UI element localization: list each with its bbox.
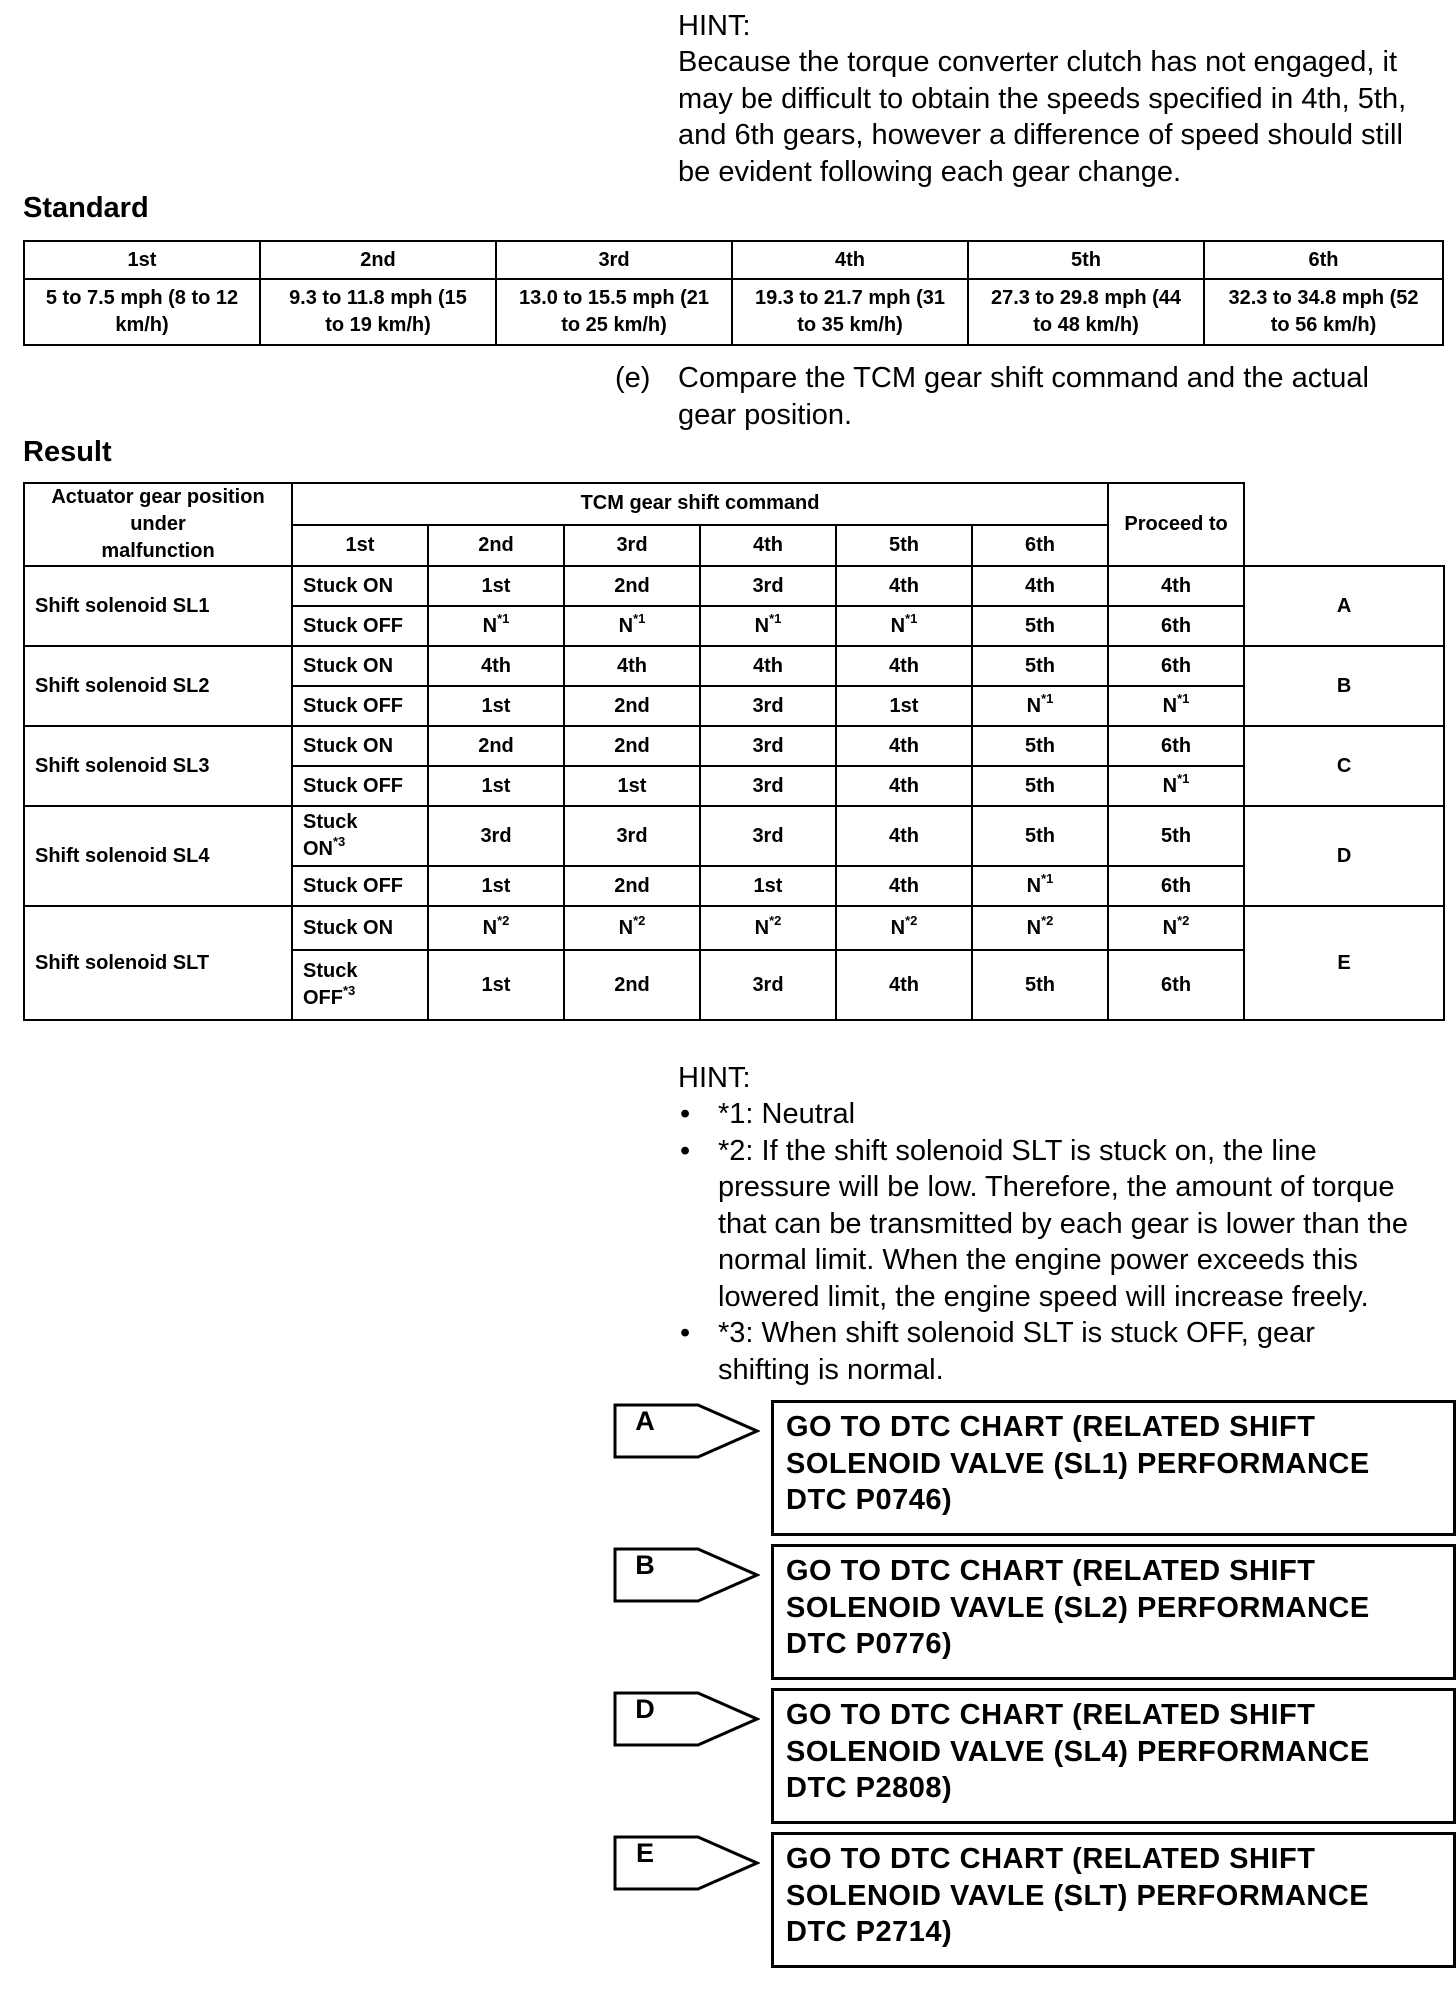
gear-value: 1st <box>481 874 511 897</box>
procedure-line: SOLENOID VALVE (SL4) PERFORMANCE <box>786 1735 1370 1768</box>
cell-line: 32.3 to 34.8 mph (52 <box>1228 287 1419 309</box>
gear-value: 2nd <box>614 874 650 897</box>
table-row <box>24 806 1444 866</box>
state-text: Stuck OFF <box>303 874 404 897</box>
gear-value: N <box>1026 694 1042 717</box>
procedure-letter: E <box>635 1838 654 1868</box>
gear-value: N <box>1162 694 1178 717</box>
footnote-mark: *1 <box>1177 690 1190 706</box>
gear-header: 5th <box>836 525 972 567</box>
table-row <box>24 726 1444 766</box>
gear-cell <box>700 950 836 1020</box>
footnote-mark: *1 <box>497 610 510 626</box>
header-line: Actuator gear position under <box>51 486 265 535</box>
gear-value: 4th <box>889 874 919 897</box>
gear-cell <box>564 806 700 866</box>
footnote-mark: *2 <box>769 912 782 928</box>
cell-line: 27.3 to 29.8 mph (44 <box>990 287 1182 309</box>
state-cell <box>292 646 428 686</box>
gear-cell <box>428 766 564 806</box>
solenoid-label: Shift solenoid SL1 <box>24 566 292 646</box>
gear-value: 1st <box>481 774 511 797</box>
gear-value: N <box>482 614 498 637</box>
gear-cell <box>836 906 972 950</box>
gear-cell <box>836 866 972 906</box>
procedure-b <box>612 1544 1446 1678</box>
gear-cell <box>972 766 1108 806</box>
gear-value: 5th <box>1025 824 1056 847</box>
gear-value: 4th <box>889 774 919 797</box>
gear-cell <box>1108 566 1244 606</box>
gear-cell <box>564 766 700 806</box>
table-cell <box>24 279 260 345</box>
state-text: Stuck OFF <box>303 614 404 637</box>
procedure-line: GO TO DTC CHART (RELATED SHIFT <box>786 1411 1316 1443</box>
gear-cell <box>972 726 1108 766</box>
footnote-mark: *2 <box>1177 912 1190 928</box>
gear-cell <box>836 766 972 806</box>
gear-value: 5th <box>1025 734 1056 757</box>
gear-value: 6th <box>1161 874 1192 897</box>
gear-value: N <box>618 614 634 637</box>
gear-cell <box>1108 646 1244 686</box>
gear-cell <box>972 686 1108 726</box>
gear-value: 4th <box>889 973 919 996</box>
gear-cell <box>700 866 836 906</box>
gear-cell <box>700 806 836 866</box>
procedure-line: SOLENOID VAVLE (SL2) PERFORMANCE <box>786 1591 1370 1624</box>
proceed-cell: C <box>1244 726 1444 806</box>
gear-cell <box>700 906 836 950</box>
bullet-line: pressure will be low. Therefore, the amount of torque <box>718 1171 1395 1203</box>
gear-cell <box>972 806 1108 866</box>
footnote-mark: *2 <box>905 912 918 928</box>
procedure-line: GO TO DTC CHART (RELATED SHIFT <box>786 1843 1316 1875</box>
cell-line: to 35 km/h) <box>797 314 903 336</box>
state-text: Stuck ON <box>303 574 394 597</box>
state-text: Stuck <box>303 811 358 833</box>
table-cell <box>1204 279 1443 345</box>
procedure-line: SOLENOID VALVE (SL1) PERFORMANCE <box>786 1447 1370 1480</box>
gear-cell <box>972 866 1108 906</box>
gear-value: 4th <box>481 654 511 677</box>
procedure-line: DTC P2714) <box>786 1916 953 1948</box>
gear-value: N <box>618 916 634 939</box>
solenoid-label: Shift solenoid SL3 <box>24 726 292 806</box>
procedure-box <box>771 1832 1456 1968</box>
gear-value: N <box>1026 916 1042 939</box>
table-cell <box>496 279 732 345</box>
bullet-line: shifting is normal. <box>718 1353 944 1386</box>
table-header: 5th <box>968 241 1204 279</box>
procedure-a <box>612 1400 1446 1534</box>
cell-line: to 19 km/h) <box>325 314 431 336</box>
gear-cell <box>564 646 700 686</box>
gear-value: 4th <box>889 824 919 847</box>
footnote-mark: *2 <box>497 912 510 928</box>
gear-value: 3rd <box>752 574 784 597</box>
state-text: ON <box>303 838 333 860</box>
gear-cell <box>700 686 836 726</box>
bullet-line: • *3: When shift solenoid SLT is stuck OFF, gear <box>718 1317 1315 1349</box>
gear-value: N <box>482 916 498 939</box>
footnote-mark: *1 <box>1177 770 1190 786</box>
gear-cell <box>836 646 972 686</box>
gear-cell <box>564 866 700 906</box>
gear-value: N <box>1162 916 1178 939</box>
bullet-line: • *2: If the shift solenoid SLT is stuck on, the line <box>718 1134 1317 1167</box>
gear-cell <box>700 766 836 806</box>
procedure-line: GO TO DTC CHART (RELATED SHIFT <box>786 1555 1316 1587</box>
state-text: OFF <box>303 987 343 1009</box>
table-cell <box>732 279 968 345</box>
state-cell <box>292 866 428 906</box>
state-cell <box>292 606 428 646</box>
table-header: 3rd <box>496 241 732 279</box>
gear-cell <box>836 566 972 606</box>
gear-cell <box>564 950 700 1020</box>
step-e-text <box>678 360 1448 433</box>
gear-value: 4th <box>617 654 647 677</box>
procedure-box <box>771 1544 1456 1680</box>
proceed-cell: E <box>1244 906 1444 1020</box>
bullet-line: lowered limit, the engine speed will increase freely. <box>718 1280 1369 1313</box>
header-line: malfunction <box>101 540 215 562</box>
gear-cell <box>836 686 972 726</box>
step-e-label: (e) <box>615 362 651 394</box>
gear-header: 3rd <box>564 525 700 567</box>
gear-cell <box>564 686 700 726</box>
state-cell <box>292 766 428 806</box>
gear-cell <box>428 866 564 906</box>
hint-line: and 6th gears, however a difference of speed should still <box>678 119 1403 151</box>
gear-value: 5th <box>1161 824 1192 847</box>
state-text: Stuck <box>303 960 358 982</box>
cell-line: km/h) <box>115 314 169 336</box>
gear-value: 4th <box>889 574 919 597</box>
gear-value: 1st <box>889 694 919 717</box>
gear-cell <box>1108 866 1244 906</box>
solenoid-label: Shift solenoid SLT <box>24 906 292 1020</box>
cell-line: to 25 km/h) <box>561 314 667 336</box>
gear-value: N <box>890 916 906 939</box>
gear-value: 5th <box>1025 774 1056 797</box>
cell-line: 19.3 to 21.7 mph (31 <box>754 287 946 309</box>
table-row <box>24 646 1444 686</box>
table-row <box>24 906 1444 950</box>
gear-cell <box>428 606 564 646</box>
procedure-line: DTC P0746) <box>786 1484 953 1516</box>
gear-header: 1st <box>292 525 428 567</box>
bullet-line: that can be transmitted by each gear is lower than the <box>718 1207 1408 1240</box>
gear-value: N <box>1162 774 1178 797</box>
gear-value: 2nd <box>614 694 650 717</box>
bullet-line: • *1: Neutral <box>718 1098 856 1130</box>
step-line: Compare the TCM gear shift command and the actual <box>678 362 1369 394</box>
result-title: Result <box>23 436 112 468</box>
table-header: 2nd <box>260 241 496 279</box>
gear-value: 6th <box>1161 973 1192 996</box>
gear-value: 4th <box>1161 574 1192 597</box>
standard-value-row <box>24 279 1443 345</box>
gear-value: 1st <box>481 694 511 717</box>
gear-value: 3rd <box>752 774 784 797</box>
gear-header: 2nd <box>428 525 564 567</box>
hint-bullet <box>678 1096 1448 1133</box>
result-header-row <box>24 483 1444 525</box>
gear-value: 1st <box>753 874 783 897</box>
state-cell <box>292 726 428 766</box>
tcm-command-header: TCM gear shift command <box>292 483 1108 525</box>
footnote-mark: *1 <box>1041 870 1054 886</box>
footnote-mark: *3 <box>343 983 356 998</box>
gear-cell <box>700 606 836 646</box>
procedure-line: DTC P2808) <box>786 1772 953 1804</box>
gear-value: N <box>890 614 906 637</box>
gear-value: 6th <box>1161 734 1192 757</box>
gear-cell <box>1108 686 1244 726</box>
gear-cell <box>428 906 564 950</box>
step-line: gear position. <box>678 398 853 431</box>
footnote-mark: *1 <box>633 610 646 626</box>
hint-line: be evident following each gear change. <box>678 155 1182 188</box>
hint-bullet <box>678 1315 1448 1388</box>
hint-label: HINT: <box>678 10 751 42</box>
gear-value: 3rd <box>616 824 648 847</box>
state-cell <box>292 686 428 726</box>
state-text: Stuck ON <box>303 734 394 757</box>
gear-cell <box>428 806 564 866</box>
procedure-box <box>771 1400 1456 1536</box>
hint-block-1 <box>678 8 1448 190</box>
gear-cell <box>972 950 1108 1020</box>
gear-value: 2nd <box>614 574 650 597</box>
footnote-mark: *3 <box>333 834 346 849</box>
gear-value: 5th <box>1025 973 1056 996</box>
gear-cell <box>428 950 564 1020</box>
gear-cell <box>972 906 1108 950</box>
gear-cell <box>1108 766 1244 806</box>
state-cell <box>292 566 428 606</box>
proceed-cell: D <box>1244 806 1444 906</box>
gear-value: 1st <box>481 973 511 996</box>
gear-cell <box>972 566 1108 606</box>
proceed-cell: A <box>1244 566 1444 646</box>
gear-value: N <box>1026 874 1042 897</box>
gear-cell <box>1108 950 1244 1020</box>
footnote-mark: *2 <box>633 912 646 928</box>
hint-bullet-list <box>678 1096 1448 1388</box>
procedure-line: GO TO DTC CHART (RELATED SHIFT <box>786 1699 1316 1731</box>
gear-cell <box>836 950 972 1020</box>
gear-value: 4th <box>889 654 919 677</box>
hint-label: HINT: <box>678 1062 751 1094</box>
table-header: 1st <box>24 241 260 279</box>
gear-value: 3rd <box>480 824 512 847</box>
standard-title: Standard <box>23 192 149 224</box>
gear-cell <box>428 686 564 726</box>
state-cell <box>292 806 428 866</box>
gear-value: 5th <box>1025 654 1056 677</box>
table-header: 6th <box>1204 241 1443 279</box>
gear-header: 6th <box>972 525 1108 567</box>
standard-table <box>23 240 1444 346</box>
cell-line: 13.0 to 15.5 mph (21 <box>518 287 710 309</box>
table-header: 4th <box>732 241 968 279</box>
procedure-line: DTC P0776) <box>786 1628 953 1660</box>
gear-cell <box>700 646 836 686</box>
procedure-e <box>612 1832 1446 1966</box>
procedure-letter: A <box>635 1406 655 1436</box>
gear-value: 6th <box>1161 614 1192 637</box>
state-text: Stuck ON <box>303 916 394 939</box>
gear-cell <box>700 726 836 766</box>
gear-value: 3rd <box>752 694 784 717</box>
procedure-letter: D <box>635 1694 655 1724</box>
proceed-cell: B <box>1244 646 1444 726</box>
gear-value: 4th <box>1025 574 1056 597</box>
hint-bullet <box>678 1133 1448 1316</box>
gear-cell <box>972 606 1108 646</box>
result-table <box>23 482 1445 1021</box>
gear-cell <box>1108 906 1244 950</box>
hint-paragraph <box>678 44 1448 190</box>
hint-line: Because the torque converter clutch has not engaged, it <box>678 46 1398 78</box>
gear-value: 2nd <box>614 734 650 757</box>
table-row <box>24 566 1444 606</box>
gear-value: 5th <box>1025 614 1056 637</box>
gear-cell <box>564 726 700 766</box>
procedure-letter: B <box>635 1550 655 1580</box>
state-text: Stuck OFF <box>303 694 404 717</box>
procedure-d <box>612 1688 1446 1822</box>
cell-line: 5 to 7.5 mph (8 to 12 <box>45 287 239 309</box>
gear-value: 1st <box>617 774 647 797</box>
gear-value: N <box>754 614 770 637</box>
proceed-header: Proceed to <box>1108 483 1244 566</box>
gear-cell <box>428 726 564 766</box>
gear-cell <box>1108 726 1244 766</box>
state-text: Stuck OFF <box>303 774 404 797</box>
footnote-mark: *2 <box>1041 912 1054 928</box>
gear-cell <box>564 566 700 606</box>
solenoid-label: Shift solenoid SL2 <box>24 646 292 726</box>
procedure-line: SOLENOID VAVLE (SLT) PERFORMANCE <box>786 1879 1370 1912</box>
footnote-mark: *1 <box>905 610 918 626</box>
gear-value: 4th <box>889 734 919 757</box>
gear-cell <box>836 606 972 646</box>
state-text: Stuck ON <box>303 654 394 677</box>
gear-cell <box>428 566 564 606</box>
gear-value: N <box>754 916 770 939</box>
gear-value: 6th <box>1161 654 1192 677</box>
cell-line: to 56 km/h) <box>1270 314 1377 336</box>
table-cell <box>968 279 1204 345</box>
procedure-box <box>771 1688 1456 1824</box>
gear-value: 3rd <box>752 734 784 757</box>
gear-value: 2nd <box>614 973 650 996</box>
gear-cell <box>1108 806 1244 866</box>
gear-cell <box>564 606 700 646</box>
gear-cell <box>836 726 972 766</box>
gear-value: 3rd <box>752 824 784 847</box>
gear-value: 4th <box>753 654 783 677</box>
bullet-line: normal limit. When the engine power exceeds this <box>718 1244 1358 1276</box>
gear-cell <box>836 806 972 866</box>
gear-value: 3rd <box>752 973 784 996</box>
result-table-body <box>24 483 1444 1020</box>
gear-cell <box>428 646 564 686</box>
state-cell <box>292 950 428 1020</box>
state-cell <box>292 906 428 950</box>
actuator-header <box>24 483 292 566</box>
gear-cell <box>700 566 836 606</box>
table-cell <box>260 279 496 345</box>
gear-cell <box>972 646 1108 686</box>
gear-value: 2nd <box>478 734 514 757</box>
standard-header-row <box>24 241 1443 279</box>
cell-line: to 48 km/h) <box>1033 314 1139 336</box>
gear-header: 4th <box>700 525 836 567</box>
footnote-mark: *1 <box>769 610 782 626</box>
cell-line: 9.3 to 11.8 mph (15 <box>289 287 467 309</box>
hint-line: may be difficult to obtain the speeds specified in 4th, 5th, <box>678 82 1407 115</box>
hint-block-2 <box>678 1060 1448 1388</box>
footnote-mark: *1 <box>1041 690 1054 706</box>
gear-cell <box>1108 606 1244 646</box>
gear-cell <box>564 906 700 950</box>
solenoid-label: Shift solenoid SL4 <box>24 806 292 906</box>
gear-value: 1st <box>481 574 511 597</box>
